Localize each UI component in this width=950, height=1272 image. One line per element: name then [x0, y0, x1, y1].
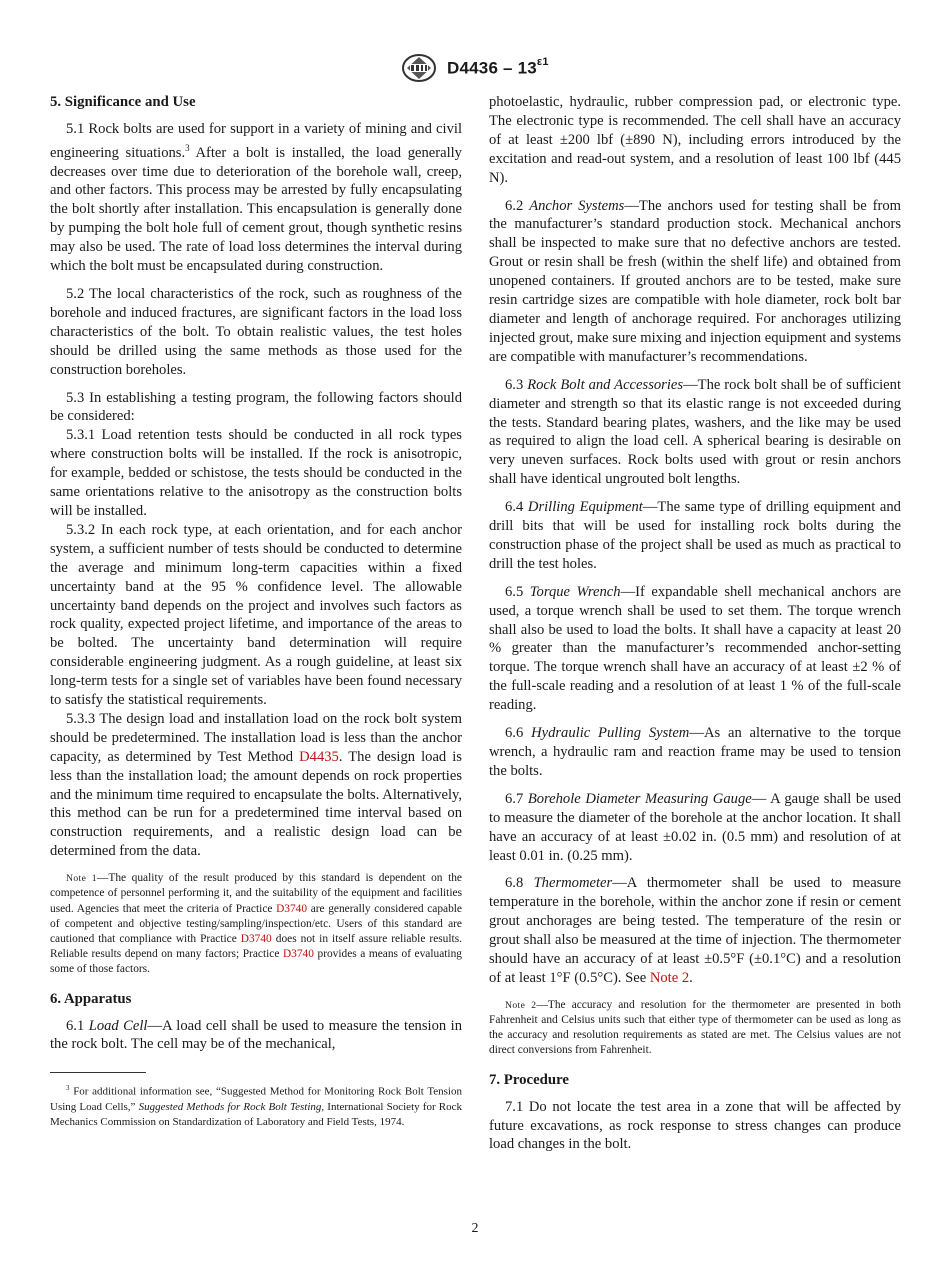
note2-text: —The accuracy and resolution for the thermometer are presented in both Fahrenheit and Celsius units such that either type of thermometer can be used as long as the accuracy and resolution requirements as stated are met. The Celsius values are not direct conversions from Fahrenheit. — [489, 998, 902, 1057]
p65-text: —If expandable shell mechanical anchors are used, a torque wrench shall be used to set them. The torque wrench shall also be used to load the bolts. It shall have a capacity at least 20 % greater than the manufacturer’s recommended anchor-setting torque. The torque wrench shall have an accuracy of at least ±2 % of the full-scale reading and a resolution of at least 1 % of the full-scale reading. — [489, 583, 902, 714]
fn3-text-b: International Society for Rock Mechanics Commission on Standardization of Laboratory and Field Tests, 1974. — [50, 1100, 462, 1128]
note1-text-a: —The quality of the result produced by this standard is dependent on the competence of personnel performing it, and the suitability of the equipment and facilities used. Agencies that meet the criteria of Practice — [50, 872, 462, 915]
paragraph-5-3-1: 5.3.1 Load retention tests should be conducted in all rock types where construction bolts will be installed. If the rock is anisotropic, for example, bedded or schistose, the tests should be conducted in the same orientations relative to the anisotropy as the construction bolts will be installed. — [50, 427, 462, 519]
link-note-2[interactable]: Note 2 — [649, 969, 690, 986]
standard-designation — [447, 58, 549, 79]
p68-text: —A thermometer shall be used to measure temperature in the borehole, within the anchor zone if resin or cement grout anchorages are being tested. The temperature of the resin or grout shall also be measured at the time of injection. The thermometer should have an accuracy of at least ±0.5°F (±0.1°C) and a resolution of at least 1°F (0.5°C). See — [489, 875, 902, 986]
page-header — [0, 54, 950, 84]
link-d4435[interactable]: D4435 — [299, 748, 339, 765]
p51-text-a: 5.1 Rock bolts are used for support in a variety of mining and civil engineering situations. — [50, 120, 462, 161]
paragraph-6-8 — [489, 874, 901, 987]
fn3-text-a: For additional information see, “Suggested Method for Monitoring Rock Bolt Tension Using Load Cells,” — [50, 1086, 462, 1113]
note1-text-c: does not in itself assure reliable results. Reliable results depend on many factors; Practice — [50, 933, 462, 961]
p63-text: —The rock bolt shall be of sufficient diameter and strength so that its elastic range is not exceeded during the tests. Standard bearing plates, washers, and the like may be used as required to align the load cell. A spherical bearing is desirable on very uneven surfaces. Rock bolts used with grout or resin anchors shall have identical ungrouted bolt lengths. — [489, 376, 902, 488]
p65-title: Torque Wrench — [529, 583, 621, 600]
astm-logo-icon — [401, 54, 437, 82]
p61-num: 6.1 — [66, 1017, 89, 1034]
footnote-ref-3[interactable]: 3 — [185, 142, 190, 153]
footnote-3 — [50, 1081, 462, 1129]
section-5-heading: 5. Significance and Use — [50, 94, 196, 110]
p61-text: —A load cell shall be used to measure the tension in the rock bolt. The cell may be of the mechanical, — [50, 1017, 462, 1053]
p67-title: Borehole Diameter Measuring Gauge — [527, 790, 752, 807]
link-d3740-1[interactable]: D3740 — [276, 902, 308, 915]
p66-num: 6.6 — [505, 725, 532, 742]
p533-text-b: . The design load is less than the installation load; the amount depends on rock properties and the minimum time required to encapsulate the bolts. Alternatively, this method can be run for a predetermined time interval based on construction requirements, and a realistic design load can be determined from the data. — [50, 748, 462, 860]
p68-num: 6.8 — [505, 875, 534, 892]
note-1 — [50, 871, 462, 977]
page-number: 2 — [471, 1221, 479, 1236]
paragraph-6-6 — [489, 724, 901, 781]
p62-num: 6.2 — [505, 197, 530, 214]
p66-text: —As an alternative to the torque wrench, a hydraulic ram and reaction frame may be used to tension the bolts. — [489, 725, 902, 779]
paragraph-6-3 — [489, 376, 901, 489]
p66-title: Hydraulic Pulling System — [531, 725, 690, 742]
paragraph-5-1 — [50, 120, 462, 276]
right-column — [489, 93, 901, 1154]
section-7-heading: 7. Procedure — [489, 1071, 569, 1088]
p68-title: Thermometer — [533, 875, 613, 892]
paragraph-6-1 — [50, 1017, 462, 1055]
p67-text: — A gauge shall be used to measure the diameter of the borehole at the anchor location. It shall have an accuracy of at least ±0.02 in. (0.5 mm) and resolution of at least 0.01 in. (0.25 mm). — [489, 790, 901, 864]
p61-title: Load Cell — [88, 1017, 148, 1034]
paragraph-7-1: 7.1 Do not locate the test area in a zone that will be affected by future excavations, as rock response to stress changes can produce load changes in the bolt. — [489, 1098, 901, 1153]
note1-text-b: are generally considered capable of competent and objective testing/sampling/inspection/etc. Users of this standard are cautioned that compliance with Practice — [50, 902, 462, 946]
fn3-title: Suggested Methods for Rock Bolt Testing, — [138, 1100, 325, 1113]
p64-title: Drilling Equipment — [527, 499, 643, 516]
note-2-label: Note 2 — [505, 999, 537, 1011]
note-1-label: Note 1 — [66, 873, 97, 885]
designation-text: D4436 – 13 — [447, 58, 537, 78]
paragraph-6-5 — [489, 583, 901, 715]
paragraph-5-3-3 — [50, 710, 462, 861]
p62-text: —The anchors used for testing shall be from the manufacturer’s standard production stock. Mechanical anchors shall be inspected to make sure that no defective anchors are tested. Grout or resin shall be fresh (within the shelf life) and obtained from unopened containers. If grouted anchors are to be tested, make sure resin cartridge sizes are compatible with hole diameter, rock bolt bar diameter and length of anchorage required. For anchorages utilizing injected grout, make sure mixing and injection equipment and systems are compatible with manufacturer’s recommendations. — [489, 197, 902, 365]
paragraph-5-3: 5.3 In establishing a testing program, the following factors should be considered: — [50, 389, 462, 425]
paragraph-6-2 — [489, 197, 901, 367]
p64-num: 6.4 — [505, 499, 528, 516]
p533-text-a: 5.3.3 The design load and installation load on the rock bolt system should be predetermined. The installation load is less than the anchor capacity, as determined by Test Method — [50, 710, 462, 765]
p67-num: 6.7 — [505, 790, 528, 807]
link-d3740-3[interactable]: D3740 — [282, 948, 314, 961]
p65-num: 6.5 — [505, 583, 530, 600]
paragraph-5-2: 5.2 The local characteristics of the rock, such as roughness of the borehole and induced fractures, are significant factors in the load loss characteristics of the bolt. To obtain realistic values, the test holes should be drilled using the same methods as those used for the construction boreholes. — [50, 286, 462, 378]
paragraph-6-4 — [489, 498, 901, 574]
section-6-heading: 6. Apparatus — [50, 990, 132, 1007]
link-d3740-2[interactable]: D3740 — [240, 933, 272, 946]
p51-text-b: After a bolt is installed, the load generally decreases over time due to deterioration of the borehole wall, creep, and other factors. This process may be arrested by fully encapsulating the bolt shortly after installation. This encapsulation is generally done by pumping the bolt hole full of cement grout, though synthetic resins may also be used. The rate of load loss determines the interval during which the bolt must be encapsulated during construction. — [50, 144, 462, 275]
paragraph-6-7 — [489, 790, 901, 866]
footnote-divider — [50, 1072, 146, 1073]
designation-superscript: ε1 — [536, 56, 549, 68]
p64-text: —The same type of drilling equipment and drill bits that will be used for installing rock bolts during the construction phase of the project shall be used as much as practical to drill the test holes. — [489, 499, 901, 572]
p68-end: . — [689, 969, 693, 986]
p63-title: Rock Bolt and Accessories — [527, 376, 684, 393]
left-column — [50, 93, 462, 1129]
paragraph-5-3-2: 5.3.2 In each rock type, at each orientation, and for each anchor system, a sufficient number of tests should be conducted to determine the average and minimum long-term capacities within a fixed uncertainty band at the 95 % confidence level. The allowable uncertainty band depends on the project and involves such factors as rock quality, expected project lifetime, and importance of the areas to be bolted. The uncertainty band determination will require considerable engineering judgment. As a rough guideline, at least six long-term tests for a single set of variables have been found necessary to satisfy the statistical requirements. — [50, 521, 462, 709]
p63-num: 6.3 — [505, 376, 528, 393]
footnote-3-number: 3 — [66, 1084, 70, 1093]
p62-title: Anchor Systems — [529, 197, 625, 214]
note-2 — [489, 998, 901, 1059]
paragraph-6-1-continued: photoelastic, hydraulic, rubber compression pad, or electronic type. The electronic type is recommended. The cell shall have an accuracy of at least ±200 lbf (±890 N), including errors introduced by the excitation and read-out system, and a resolution of least 100 lbf (445 N). — [489, 94, 901, 186]
note1-text-d: provides a means of evaluating some of those factors. — [50, 948, 462, 976]
